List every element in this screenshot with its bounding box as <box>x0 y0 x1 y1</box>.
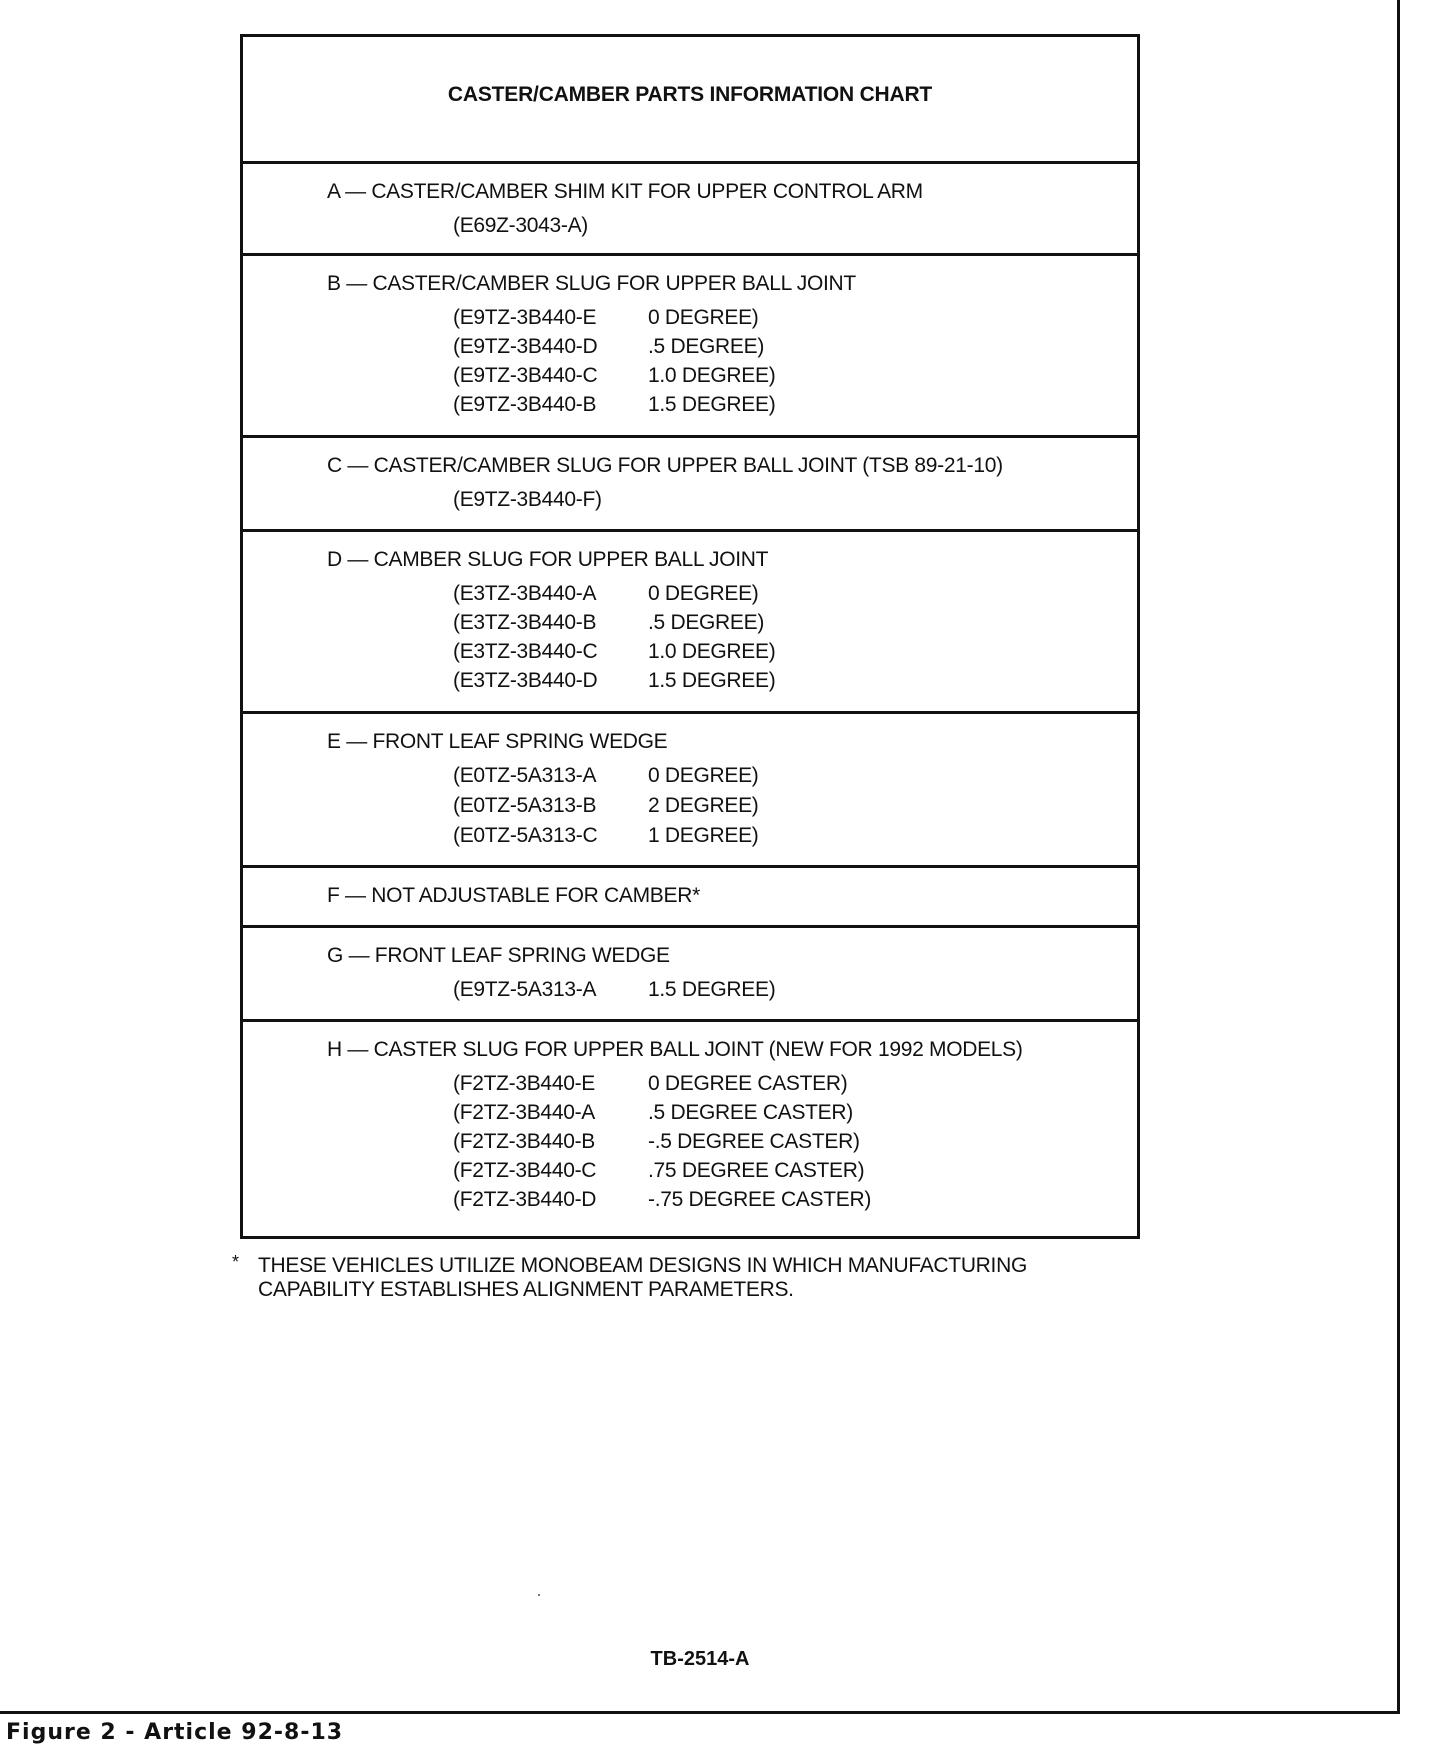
part-number: (E3TZ-3B440-D <box>453 669 598 692</box>
part-row <box>243 393 775 417</box>
chart-title: CASTER/CAMBER PARTS INFORMATION CHART <box>447 83 933 106</box>
part-row <box>243 1101 853 1125</box>
parts-information-chart <box>240 34 1140 1239</box>
part-spec: .5 DEGREE) <box>648 611 765 634</box>
chart-section <box>243 928 1137 1022</box>
part-row <box>243 1188 871 1212</box>
figure-caption: Figure 2 - Article 92-8-13 <box>6 1720 344 1745</box>
part-spec: 0 DEGREE) <box>648 764 759 787</box>
section-title: E — FRONT LEAF SPRING WEDGE <box>327 730 668 753</box>
chart-section <box>243 164 1137 256</box>
reference-code: TB-2514-A <box>650 1648 750 1670</box>
part-number: (E9TZ-3B440-C <box>453 364 598 387</box>
footnote <box>232 1254 1138 1302</box>
part-number: (E9TZ-3B440-B <box>453 393 597 416</box>
part-spec: .5 DEGREE) <box>648 335 765 358</box>
part-row <box>243 1130 860 1154</box>
part-row <box>243 1072 847 1096</box>
part-number: (F2TZ-3B440-E <box>453 1072 595 1095</box>
chart-sections <box>243 164 1137 1236</box>
part-number: (F2TZ-3B440-D <box>453 1188 597 1211</box>
section-title: B — CASTER/CAMBER SLUG FOR UPPER BALL JOINT <box>327 272 856 295</box>
part-number: (E0TZ-5A313-C <box>453 824 598 847</box>
part-spec: 1.5 DEGREE) <box>648 393 776 416</box>
part-number: (E0TZ-5A313-A <box>453 764 597 787</box>
section-title: A — CASTER/CAMBER SHIM KIT FOR UPPER CONTROL ARM <box>327 180 923 203</box>
section-title: F — NOT ADJUSTABLE FOR CAMBER* <box>327 884 700 907</box>
part-row <box>243 978 775 1002</box>
part-spec: 1 DEGREE) <box>648 824 759 847</box>
part-spec: 1.5 DEGREE) <box>648 669 776 692</box>
chart-section <box>243 438 1137 532</box>
section-title: D — CAMBER SLUG FOR UPPER BALL JOINT <box>327 548 769 571</box>
chart-header <box>243 37 1137 164</box>
part-spec: 1.5 DEGREE) <box>648 978 776 1001</box>
part-row <box>243 335 764 359</box>
part-spec: 1.0 DEGREE) <box>648 640 776 663</box>
part-number: (F2TZ-3B440-C <box>453 1159 597 1182</box>
part-spec: -.75 DEGREE CASTER) <box>648 1188 872 1211</box>
part-row <box>243 214 648 238</box>
part-number: (E9TZ-5A313-A <box>453 978 597 1001</box>
section-title: H — CASTER SLUG FOR UPPER BALL JOINT (NEW FOR 1992 MODELS) <box>327 1038 1023 1061</box>
part-row <box>243 306 759 330</box>
part-row <box>243 669 775 693</box>
part-spec: 1.0 DEGREE) <box>648 364 776 387</box>
chart-section <box>243 714 1137 868</box>
part-number: (F2TZ-3B440-A <box>453 1101 595 1124</box>
part-row <box>243 364 775 388</box>
part-spec: 0 DEGREE) <box>648 306 759 329</box>
footnote-marker: * <box>232 1252 239 1272</box>
part-spec: 0 DEGREE CASTER) <box>648 1072 848 1095</box>
part-spec: 0 DEGREE) <box>648 582 759 605</box>
part-spec: .75 DEGREE CASTER) <box>648 1159 865 1182</box>
chart-section <box>243 1022 1137 1236</box>
part-number: (E69Z-3043-A) <box>453 214 588 237</box>
part-number: (E9TZ-3B440-E <box>453 306 597 329</box>
part-row <box>243 582 759 606</box>
part-number: (E3TZ-3B440-B <box>453 611 597 634</box>
part-number: (E3TZ-3B440-A <box>453 582 597 605</box>
part-spec: 2 DEGREE) <box>648 794 759 817</box>
part-spec: -.5 DEGREE CASTER) <box>648 1130 860 1153</box>
part-row <box>243 824 759 848</box>
part-spec: .5 DEGREE CASTER) <box>648 1101 853 1124</box>
part-number: (E0TZ-5A313-B <box>453 794 597 817</box>
speck <box>538 1594 540 1596</box>
part-row <box>243 1159 864 1183</box>
part-row <box>243 488 648 512</box>
section-title: G — FRONT LEAF SPRING WEDGE <box>327 944 670 967</box>
part-number: (E3TZ-3B440-C <box>453 640 598 663</box>
chart-section <box>243 868 1137 928</box>
part-number: (F2TZ-3B440-B <box>453 1130 595 1153</box>
part-row <box>243 764 759 788</box>
part-number: (E9TZ-3B440-D <box>453 335 598 358</box>
section-title: C — CASTER/CAMBER SLUG FOR UPPER BALL JOINT (TSB 89-21-10) <box>327 454 1003 477</box>
part-row <box>243 611 764 635</box>
part-row <box>243 794 759 818</box>
footnote-text: THESE VEHICLES UTILIZE MONOBEAM DESIGNS IN WHICH MANUFACTURING CAPABILITY ESTABLISHES ALIGNMENT PARAMETERS. <box>258 1254 1027 1301</box>
chart-section <box>243 256 1137 438</box>
part-number: (E9TZ-3B440-F) <box>453 488 602 511</box>
part-row <box>243 640 775 664</box>
chart-section <box>243 532 1137 714</box>
